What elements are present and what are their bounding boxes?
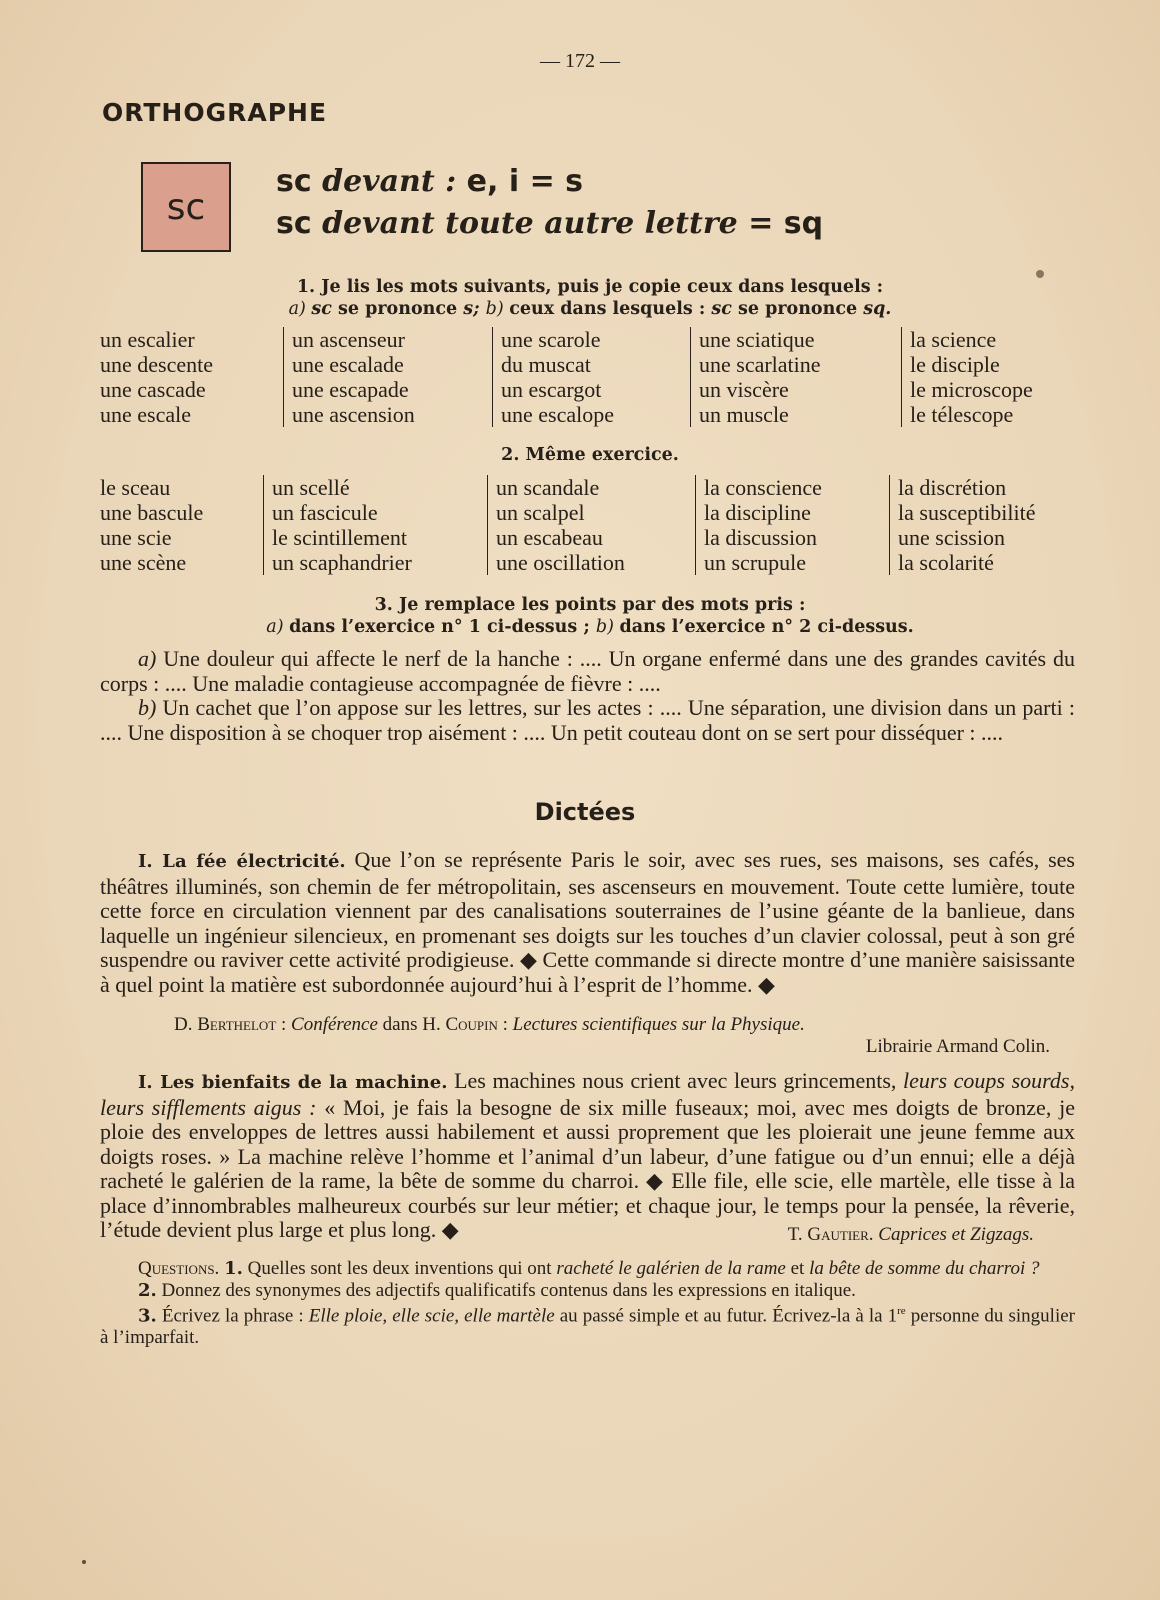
paper-speck xyxy=(1036,270,1044,278)
section-heading: ORTHOGRAPHE xyxy=(102,98,328,127)
word-item: le sceau xyxy=(100,475,171,500)
dictee-2-title: I. Les bienfaits de la machine. xyxy=(138,1072,448,1093)
word-item: la discrétion xyxy=(898,475,1007,500)
exercise-3-instruction: 3. Je remplace les points par des mots pris : a) dans l’exercice n° 1 ci-dessus ; b) dans l’exercice n° 2 ci-dessus. xyxy=(266,595,914,637)
word-column xyxy=(100,475,263,575)
word-item: une ascension xyxy=(292,402,415,427)
word-item: un escargot xyxy=(501,377,602,402)
dictee-2: I. Les bienfaits de la machine. Les machines nous crient avec leurs grincements, leurs coups sourds, leurs sifflements aigus : « Moi, je fais la besogne de six mille fuseaux; moi, avec mes doigts de bronze, je ploie des enveloppes de lettres aussi habilement et aussi proprement que les ploierait une jeune femme aux doigts roses. » La machine relève l’homme et l’animal d’un labeur, d’une fatigue ou d’un ennui; elle a déjà racheté le galérien de la rame, la bête de somme du charroi. ◆ Elle file, elle scie, elle martèle, elle tisse à la place d’innombrables malheureux courbés sur leur métier; et chaque jour, le temps pour la pensée, la rêverie, l’étude devient plus large et plus long. ◆ xyxy=(100,1068,1075,1242)
word-item: une escalope xyxy=(501,402,614,427)
word-item: le microscope xyxy=(910,377,1033,402)
word-item: le scintillement xyxy=(272,525,408,550)
dictee-1-title: I. La fée électricité. xyxy=(138,851,346,872)
paper-speck xyxy=(82,1560,86,1564)
word-item: une scie xyxy=(100,525,172,550)
sc-box-label: sc xyxy=(166,186,206,228)
page-number: — 172 — xyxy=(540,50,620,72)
word-item: la discussion xyxy=(704,525,818,550)
word-item: la science xyxy=(910,327,997,352)
word-item: un escalier xyxy=(100,327,195,352)
word-column xyxy=(889,475,1072,575)
word-column xyxy=(901,327,1076,427)
word-item: une cascade xyxy=(100,377,206,402)
word-item: une descente xyxy=(100,352,213,377)
word-item: la susceptibilité xyxy=(898,500,1036,525)
exercise-3-text: a) Une douleur qui affecte le nerf de la hanche : .... Un organe enfermé dans une des grandes cavités du corps : .... Une maladie contagieuse accompagnée de fièvre : .... b) Un cachet que l’on appose sur les lettres, sur les actes : .... Une séparation, une division dans un parti : .... Une disposition à se choquer trop aisément : .... Un petit couteau dont on se sert pour disséquer : .... xyxy=(100,646,1075,745)
word-item: un viscère xyxy=(699,377,789,402)
word-item: une oscillation xyxy=(496,550,625,575)
word-item: une bascule xyxy=(100,500,204,525)
word-column xyxy=(690,327,901,427)
dictees-title: Dictées xyxy=(534,798,636,826)
word-item: un scalpel xyxy=(496,500,585,525)
word-column xyxy=(100,327,283,427)
word-item: la scolarité xyxy=(898,550,994,575)
word-item: une escalade xyxy=(292,352,404,377)
word-column xyxy=(283,327,492,427)
exercise-2-word-grid xyxy=(100,475,1072,575)
word-column xyxy=(487,475,695,575)
word-item: un fascicule xyxy=(272,500,378,525)
word-item: un scandale xyxy=(496,475,600,500)
dictee-1-publisher: Librairie Armand Colin. xyxy=(865,1036,1050,1057)
word-item: une escapade xyxy=(292,377,409,402)
dictee-1: I. La fée électricité. Que l’on se représente Paris le soir, avec ses rues, ses maisons, ses cafés, ses théâtres illuminés, son chemin de fer métropolitain, ses ascenseurs en mouvement. Toute cette lumière, toute cette force en circulation viennent par des canalisations souterraines de l’usine géante de la banlieue, dans laquelle un ingénieur silencieux, en promenant ses doigts sur les touches d’un clavier colossal, peut à son gré suspendre ou raviver cette activité prodigieuse. ◆ Cette commande si directe montre d’une manière saisissante à quel point la matière est subordonnée aujourd’hui à l’esprit de l’homme. ◆ xyxy=(100,847,1075,997)
dictee-2-source: T. Gautier. Caprices et Zigzags. xyxy=(787,1224,1034,1245)
exercise-1-word-grid xyxy=(100,327,1076,427)
word-item: le disciple xyxy=(910,352,1000,377)
questions: Questions. 1. Quelles sont les deux inventions qui ont racheté le galérien de la rame et la bête de somme du charroi ? 2. Donnez des synonymes des adjectifs qualificatifs contenus dans les expressions en italique. 3. Écrivez la phrase : Elle ploie, elle scie, elle martèle au passé simple et au futur. Écrivez-la à la 1re personne du singulier à l’imparfait. xyxy=(100,1258,1075,1348)
word-item: la discipline xyxy=(704,500,811,525)
word-item: un scellé xyxy=(272,475,350,500)
word-column xyxy=(695,475,889,575)
word-item: une scission xyxy=(898,525,1005,550)
word-item: la conscience xyxy=(704,475,822,500)
exercise-1-instruction: 1. Je lis les mots suivants, puis je copie ceux dans lesquels : a) sc se prononce s; b) ceux dans lesquels : sc se prononce sq. xyxy=(288,277,892,319)
word-item: une scène xyxy=(100,550,187,575)
word-item: une scarlatine xyxy=(699,352,821,377)
sc-box xyxy=(141,162,231,252)
word-item: un muscle xyxy=(699,402,789,427)
dictee-1-source: D. Berthelot : Conférence dans H. Coupin : Lectures scientifiques sur la Physique. xyxy=(174,1014,805,1035)
word-item: une scarole xyxy=(501,327,601,352)
word-item: une escale xyxy=(100,402,191,427)
word-item: du muscat xyxy=(501,352,591,377)
word-item: une sciatique xyxy=(699,327,815,352)
word-item: un scaphandrier xyxy=(272,550,412,575)
word-item: un scrupule xyxy=(704,550,807,575)
word-column xyxy=(492,327,690,427)
rule-line-2: sc devant toute autre lettre = sq xyxy=(276,206,824,241)
rule-line-1: sc devant : e, i = s xyxy=(276,164,584,199)
word-item: un escabeau xyxy=(496,525,603,550)
word-item: le télescope xyxy=(910,402,1014,427)
exercise-2-title: 2. Même exercice. xyxy=(501,445,679,465)
word-column xyxy=(263,475,487,575)
word-item: un ascenseur xyxy=(292,327,406,352)
